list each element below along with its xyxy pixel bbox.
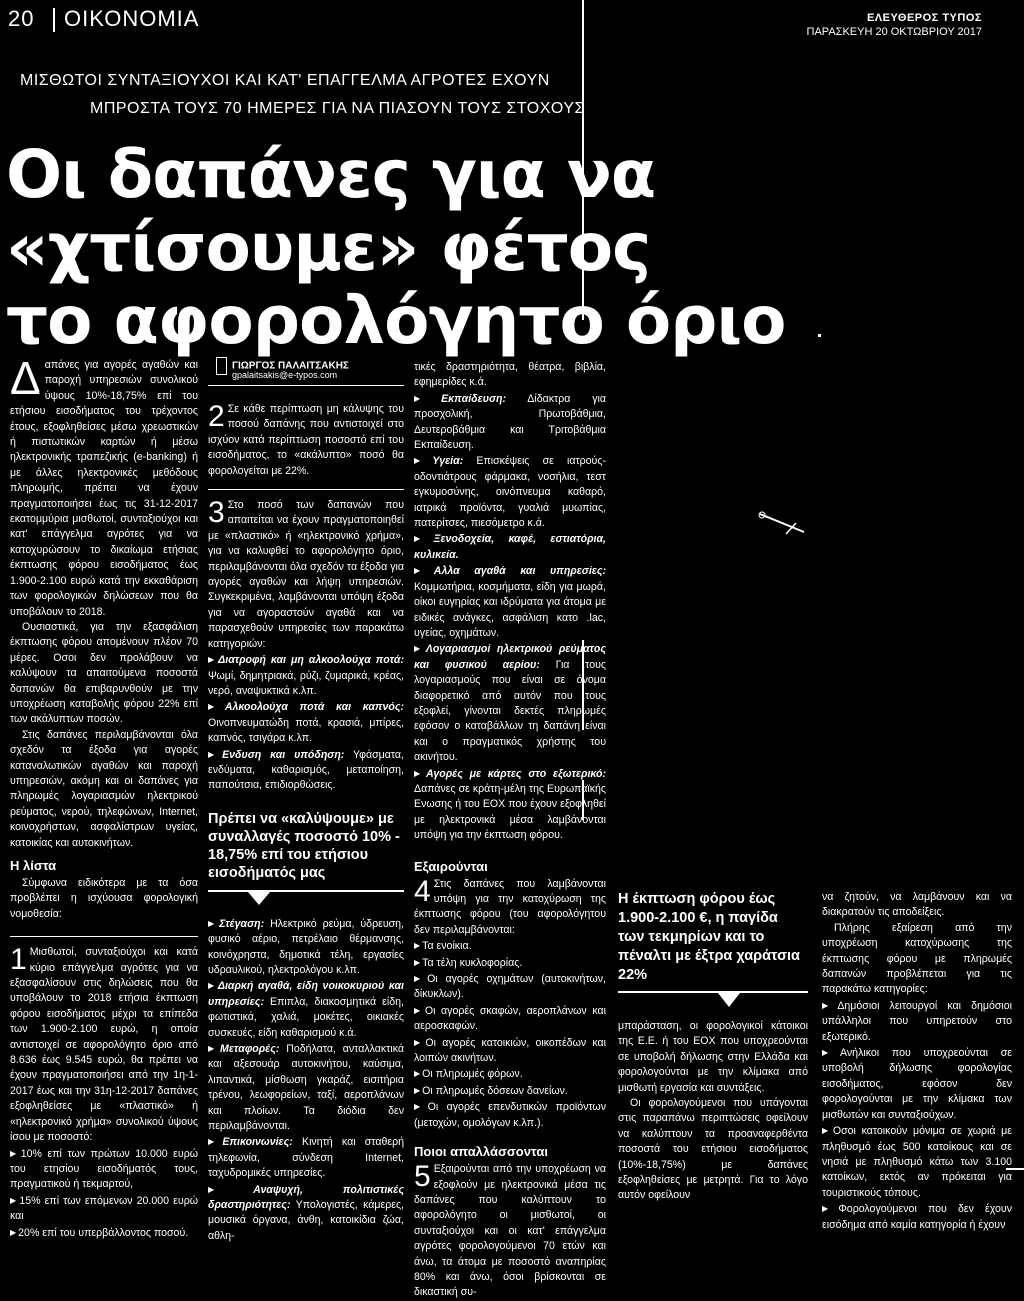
- category-text: Επιπλα, διακοσμητικά είδη, φωτιστικά, χαλιά, μοκέτες, οικιακές συσκευές, είδη καθαρισμού κ.ά.: [208, 995, 404, 1039]
- col3-paragraph-0: τικές δραστηριότητα, θέατρα, βιβλία, εφημερίδες κ.ά.: [414, 361, 606, 389]
- bullet-arrow-icon: ▶: [208, 749, 221, 759]
- bullet-arrow-icon: ▶: [414, 566, 432, 576]
- pointer-icon: [248, 892, 270, 905]
- bullet-arrow-icon: ▶: [414, 768, 425, 778]
- exclusion-item: Τα ενοίκια.: [422, 940, 472, 953]
- headline-line-1: Οι δαπάνες για να: [6, 136, 656, 213]
- subhead-list: Η λίστα: [10, 858, 57, 873]
- bullet-arrow-icon: ▶: [414, 974, 426, 984]
- article-column-4: [618, 890, 808, 1204]
- page-number: 20: [8, 6, 35, 31]
- kicker-line-2: ΜΠΡΟΣΤΑ ΤΟΥΣ 70 ΗΜΕΡΕΣ ΓΙΑ ΝΑ ΠΙΑΣΟΥΝ ΤΟΥΣ ΣΤΟΧΟΥΣ: [90, 100, 585, 117]
- exclusion-item: Οι αγορές οχημάτων (αυτοκινήτων, δίκυκλων).: [414, 973, 606, 1001]
- bullet-arrow-icon: ▶: [414, 957, 421, 967]
- pull-quote-text: Πρέπει να «καλύψουμε» με συναλλαγές ποσοστό 10% - 18,75% επί του ετήσιου εισοδήματός μας: [208, 810, 400, 881]
- bullet-arrow-icon: ▶: [414, 1037, 424, 1047]
- exclusion-item: Οι πληρωμές δόσεων δανείων.: [422, 1084, 568, 1097]
- kicker-line-1: ΜΙΣΘΩΤΟΙ ΣΥΝΤΑΞΙΟΥΧΟΙ ΚΑΙ ΚΑΤ' ΕΠΑΓΓΕΛΜΑ ΑΓΡΟΤΕΣ ΕΧΟΥΝ: [20, 72, 550, 89]
- category-heading: Ξενοδοχεία, καφέ, εστιατόρια, κυλικεία.: [414, 533, 606, 561]
- bullet-arrow-icon: ▶: [414, 534, 432, 544]
- category-heading: Μεταφορές:: [220, 1043, 280, 1055]
- item-number: 4: [414, 874, 431, 908]
- col5-paragraph-2: Πλήρης εξαίρεση από την υποχρέωση κατοχύρωσης της έκπτωσης φόρου με πληρωμές δαπανών προβλέπεται για τις παρακάτω κατηγορίες:: [822, 921, 1012, 996]
- bullet-item: 15% επί των επόμενων 20.000 ευρώ και: [10, 1194, 198, 1223]
- bullet-arrow-icon: ▶: [208, 918, 218, 928]
- divider: [208, 479, 404, 490]
- category-text: Επισκέψεις σε ιατρούς-οδοντιάτρους φάρμακα, νοσήλια, τεστ εγκυμοσύνης, οινόπνευμα καθαρό, ιατρικά προϊόντα, γυαλιά μυωπίας, πατερίτσες, πιεσόμετρο κ.ά.: [414, 455, 606, 530]
- category-text: Κινητή και σταθερή τηλεφωνία, σύνδεση Internet, ταχυδρομικές υπηρεσίες.: [208, 1136, 404, 1180]
- bullet-arrow-icon: ▶: [822, 1126, 831, 1136]
- category-heading: Διαρκή αγαθά, είδη νοικοκυριού και υπηρεσίες:: [208, 980, 404, 1008]
- masthead-divider: [53, 8, 55, 32]
- col1-paragraph-2: Ουσιαστικά, για την εξασφάλιση έκπτωσης φόρου απομένουν πλέον 70 μέρες. Οσοι δεν προλάβουν να καλύψουν τα απαιτούμενα ποσοστά δαπανών θα επιβαρυνθούν με την υποχρέωση καταβολής φόρου 22% επί των ακάλυπτων ποσών.: [10, 620, 198, 726]
- byline: [216, 357, 406, 381]
- bullet-item: 10% επί των πρώτων 10.000 ευρώ του ετησίου εισοδήματός τους, πραγματικού ή τεκμαρτού,: [10, 1147, 198, 1191]
- category-heading: Ενδυση και υπόδηση:: [222, 748, 345, 761]
- category-heading: Υγεία:: [432, 455, 464, 468]
- pull-quote-2: Η έκπτωση φόρου έως 1.900-2.100 €, η παγίδα των τεκμηρίων και το πέναλτι με έξτρα χαράτσια 22%: [618, 891, 800, 983]
- bullet-arrow-icon: ▶: [208, 702, 223, 712]
- item-number: 5: [414, 1160, 431, 1194]
- bullet-arrow-icon: ▶: [414, 644, 424, 654]
- subhead-exempt: Ποιοι απαλλάσσονται: [414, 1144, 548, 1160]
- author-email: gpalaitsakis@e-typos.com: [232, 370, 338, 380]
- exemption-item: Φορολογούμενοι που δεν έχουν εισόδημα από καμία κατηγορία ή έχουν: [822, 1203, 1012, 1231]
- category-text: Δαπάνες σε κράτη-μέλη της Ευρωπαϊκής Ενωσης ή του ΕΟΧ που έχουν εξοφληθεί με ηλεκτρονικά μέσα λαμβάνονται υπόψη για την έκπτωση φόρου.: [414, 782, 606, 842]
- masthead: [0, 0, 1024, 50]
- bullet-arrow-icon: ▶: [10, 1148, 19, 1158]
- pen-graphic-icon: [756, 508, 816, 538]
- pen-icon: [216, 357, 227, 375]
- article-column-3: [414, 360, 606, 1301]
- category-text: Ηλεκτρικό ρεύμα, ύδρευση, φυσικό αέριο, πετρέλαιο θέρμανσης, κοινόχρηστα, δημοτικά τέλη, εργασίες υδραυλικού, ηλεκτρολόγου κ.λπ.: [208, 917, 404, 976]
- col1-paragraph-3: Στις δαπάνες περιλαμβάνονται όλα σχεδόν τα έξοδα για αγορές καταναλωτικών αγαθών και παροχή υπηρεσιών, ακόμη και οι δαπάνες για πληρωμές λογαριασμών ηλεκτρικού ρεύματος, νερού, τηλεφώνων, Internet, κοινοχρήστων, ασφαλίστρων υγείας, κατοικίας και αυτοκινήτων.: [10, 728, 198, 849]
- col3-paragraph-1: Στις δαπάνες που λαμβάνονται υπόψη για την κατοχύρωση της έκπτωσης φόρου (του αφορολόγητου δεν περιλαμβάνονται:: [414, 877, 606, 936]
- category-text: Υπολογιστές, κάμερες, μουσικά όργανα, άνθη, κατοικίδια ζώα, αθλη-: [208, 1199, 404, 1242]
- pull-quote: [208, 810, 404, 892]
- bullet-arrow-icon: ▶: [414, 1005, 423, 1015]
- bullet-arrow-icon: ▶: [208, 655, 217, 665]
- category-heading: Αλλα αγαθά και υπηρεσίες:: [433, 565, 606, 578]
- category-text: Οινοπνευματώδη ποτά, κρασιά, μπίρες, καπνός, τσιγάρα κ.λπ.: [208, 716, 404, 745]
- col4-paragraph-1: μπαράσταση, οι φορολογικοί κάτοικοι της Ε.Ε. ή του ΕΟΧ που υποχρεούνται σε υποβολή δήλωσης στην Ελλάδα και φορολογούνται με την κλίμακα από μισθωτή εργασία και συντάξεις.: [618, 1020, 808, 1094]
- item-number: 1: [10, 943, 27, 977]
- article-column-2: [208, 402, 404, 1244]
- spacer: [414, 844, 606, 852]
- author-name: ΓΙΩΡΓΟΣ ΠΑΛΑΙΤΣΑΚΗΣ: [232, 360, 349, 372]
- category-text: Δίδακτρα για προσχολική, Πρωτοβάθμια, Δευτεροβάθμια και Τριτοβάθμια Εκπαίδευση.: [414, 392, 606, 452]
- exclusion-item: Οι πληρωμές φόρων.: [422, 1068, 523, 1081]
- col1-paragraph-4: Σύμφωνα ειδικότερα με τα όσα προβλέπει η ισχύουσα φορολογική νομοθεσία:: [10, 877, 198, 920]
- article-column-1: [10, 352, 198, 1241]
- bullet-arrow-icon: ▶: [822, 1048, 839, 1058]
- divider: [10, 922, 198, 937]
- exclusion-item: Οι αγορές επενδυτικών προϊόντων (μετοχών, ομολόγων κ.λπ.).: [414, 1101, 606, 1129]
- item-number: 3: [208, 496, 225, 530]
- issue-date: ΠΑΡΑΣΚΕΥΗ 20 ΟΚΤΩΒΡΙΟΥ 2017: [806, 26, 982, 38]
- bullet-arrow-icon: ▶: [10, 1195, 18, 1205]
- category-heading: Αγορές με κάρτες στο εξωτερικό:: [426, 767, 606, 780]
- bullet-arrow-icon: ▶: [208, 1137, 221, 1147]
- bullet-arrow-icon: ▶: [822, 1000, 836, 1010]
- bullet-arrow-icon: ▶: [414, 456, 431, 466]
- exemption-item: Οσοι κατοικούν μόνιμα σε χωριά με πληθυσμό έως 500 κατοίκους και σε νησιά με πληθυσμό κάτω των 3.100 κατοίκων, εκτός αν πρόκειται για τουριστικούς τόπους.: [822, 1125, 1012, 1199]
- headline-line-2: «χτίσουμε» φέτος: [6, 209, 651, 286]
- pull-quote-rule: [618, 991, 808, 993]
- exemption-item: Δημόσιοι λειτουργοί και δημόσιοι υπάλληλοι που υπηρετούν στο εξωτερικό.: [822, 999, 1012, 1043]
- bullet-arrow-icon: ▶: [414, 941, 421, 951]
- exclusion-item: Οι αγορές κατοικιών, οικοπέδων και λοιπών ακινήτων.: [414, 1036, 606, 1065]
- category-heading: Αναψυχή, πολιτιστικές δραστηριότητες:: [208, 1183, 404, 1212]
- item-number: 2: [208, 400, 225, 433]
- col5-paragraph-1: να ζητούν, να λαμβάνουν και να διακρατούν τις αποδείξεις.: [822, 891, 1012, 919]
- col1-paragraph-1: απάνες για αγορές αγαθών και παροχή υπηρεσιών συνολικού ύψους 10%-18,75% επί του ετήσιου εισοδήματος του τρέχοντος έτους, εξοφληθείσες μέσω χρεωστικών ή πιστωτικών καρτών ή μέσω ηλεκτρονικής τραπεζικής (e-banking) ή με άλλες ηλεκτρονικές μεθόδους πληρωμής, πρέπει να έχουν πραγματοποιήσει έως τις 31-12-2017 εκατομμύρια μισθωτοί, συνταξιούχοι και κατ' επάγγελμα αγρότες για να κατοχυρώσουν το δικαίωμα ετήσιας έκπτωσης φόρου εισοδήματος έως 1.900-2.100 ευρώ κατά την εκκαθάριση των φορολογικών δηλώσεων που θα υποβάλουν το 2018.: [10, 359, 198, 618]
- category-text: Κομμωτήρια, κοσμήματα, είδη για μωρά, οίκοι ευγηρίας και ιδρύματα για άτομα με ειδικές ανάγκες, ασφάλιση κατο .lac, υγείας, οχημάτων.: [414, 580, 606, 639]
- col2-paragraph-1: Σε κάθε περίπτωση μη κάλυψης του ποσού δαπάνης που αντιστοιχεί στο ισχύον κατά περίπτωση ποσοστό επί του εισοδήματος, το «ακάλυπτο» ποσό θα φορολογείται με 22%.: [208, 403, 404, 477]
- col2-paragraph-2: Στο ποσό των δαπανών που απαιτείται να έχουν πραγματοποιηθεί με «πλαστικό» ή «ηλεκτρονικό χρήμα», για να καλυφθεί το αφορολόγητο όριο, περιλαμβάνονται όλα σχεδόν τα έξοδα για αγορές αγαθών και λήψη υπηρεσιών. Συγκεκριμένα, λαμβάνονται υπόψη έξοδα για να αγοραστούν αγαθά και να παρασχεθούν υπηρεσίες των παρακάτω κατηγοριών:: [208, 499, 404, 650]
- category-heading: Εκπαίδευση:: [441, 392, 507, 405]
- bullet-item: 20% επί του υπερβάλλοντος ποσού.: [18, 1226, 189, 1239]
- subhead-exclusions: Εξαιρούνται: [414, 858, 488, 874]
- bullet-arrow-icon: ▶: [414, 1069, 421, 1079]
- exemption-item: Ανήλικοι που υποχρεούνται σε υποβολή δήλωσης φορολογίας εισοδήματος, εφόσον δεν φορολογούνται με την κλίμακα των μισθωτών και συνταξιούχων.: [822, 1047, 1012, 1121]
- col4-paragraph-2: Οι φορολογούμενοι που υπάγονται στις παραπάνω περιπτώσεις οφείλουν να καλύπτουν τα προαναφερθέντα ποσοστά του ετήσιου εισοδήματος (10%-18,75%) με δαπάνες εξοφληθείσες με μετρητά. Για το λόγο αυτόν οφείλουν: [618, 1097, 808, 1202]
- bullet-arrow-icon: ▶: [208, 981, 216, 991]
- category-text: Υφάσματα, ενδύματα, καθαρισμός, μεταποίηση, παπούτσια, επιδιορθώσεις.: [208, 748, 404, 792]
- category-text: Ψωμί, δημητριακά, ρύζι, ζυμαρικά, κρέας, νερό, αναψυκτικά κ.λπ.: [208, 669, 404, 697]
- category-heading: Επικοινωνίες:: [222, 1136, 293, 1149]
- newspaper-name: ΕΛΕΥΘΕΡΟΣ ΤΥΠΟΣ: [866, 12, 982, 24]
- drop-cap: Δ: [10, 352, 41, 404]
- bullet-arrow-icon: ▶: [414, 1102, 426, 1112]
- bullet-arrow-icon: ▶: [208, 1184, 252, 1194]
- exclusion-item: Τα τέλη κυκλοφορίας.: [422, 956, 523, 969]
- bullet-arrow-icon: ▶: [822, 1204, 837, 1214]
- bullet-arrow-icon: ▶: [10, 1227, 17, 1237]
- spacer: [414, 1131, 606, 1137]
- divider: [208, 385, 404, 386]
- headline-line-3: το αφορολόγητο όριο: [6, 282, 786, 359]
- category-heading: Αλκοολούχα ποτά και καπνός:: [224, 701, 404, 714]
- category-heading: Λογαριασμοί ηλεκτρικού ρεύματος και φυσικού αερίου:: [414, 643, 607, 671]
- article-column-5: [822, 890, 1012, 1233]
- category-text: Για τους λογαριασμούς που είναι σε όνομα διαφορετικό από αυτόν που τους εξοφλεί, γίνονται δεκτές πληρωμές εφόσον ο καταβάλλων τη δαπάνη είναι και ο πραγματικός χρήστης του ακινήτου.: [414, 658, 606, 764]
- pen-graphic-stroke: [760, 514, 804, 532]
- bullet-arrow-icon: ▶: [414, 1085, 421, 1095]
- pull-quote-rule: [208, 890, 404, 892]
- category-heading: Διατροφή και μη αλκοολούχα ποτά:: [218, 654, 404, 667]
- bullet-arrow-icon: ▶: [208, 1044, 219, 1053]
- headline: [6, 136, 786, 359]
- col1-paragraph-5: Μισθωτοί, συνταξιούχοι και κατά κύριο επάγγελμα αγρότες για να εξασφαλίσουν στις δηλώσεις που θα υποβάλουν το 2018 ετήσια έκπτωση φόρου εισοδήματος μέχρι τα επίπεδα των 1.900-2.100 ευρώ, η οποία αντιστοιχεί σε αφορολόγητο όριο από 8.636 έως 9.545 ευρώ, θα πρέπει να έχουν πραγματοποιήσει από την 1η-1-2017 έως και την 31η-12-2017 δαπάνες εξοφληθείσες με «πλαστικό» ή «ηλεκτρονικό χρήμα» συνολικού ύψους ίσου με ποσοστό:: [10, 946, 198, 1144]
- dot: [818, 334, 821, 337]
- exclusion-item: Οι αγορές σκαφών, αεροπλάνων και αεροσκαφών.: [414, 1004, 606, 1033]
- bullet-arrow-icon: ▶: [414, 393, 440, 403]
- pointer-icon: [718, 993, 740, 1007]
- category-heading: Στέγαση:: [219, 917, 265, 930]
- col3-paragraph-2: Εξαιρούνται από την υποχρέωση να εξοφλούν με ηλεκτρονικά μέσα τις δαπάνες που καλύπτουν το αφορολόγητο οι μισθωτοί, οι συνταξιούχοι και οι κατ' επάγγελμα αγρότες φορολογούμενοι 70 ετών και άνω, τα άτομα με ποσοστό αναπηρίας 80% και άνω, όσοι βρίσκονται σε δικαστική συ-: [414, 1163, 606, 1299]
- section-title: ΟΙΚΟΝΟΜΙΑ: [64, 6, 200, 31]
- category-text: Ποδήλατα, ανταλλακτικά και αξεσουάρ αυτοκινήτου, καύσιμα, λιπαντικά, μίσθωση γκαράζ, εισιτήρια τρένου, λεωφορείων, ταξί, αεροπλάνων και πλοίων. Τα διόδια δεν περιλαμβάνονται.: [208, 1043, 405, 1133]
